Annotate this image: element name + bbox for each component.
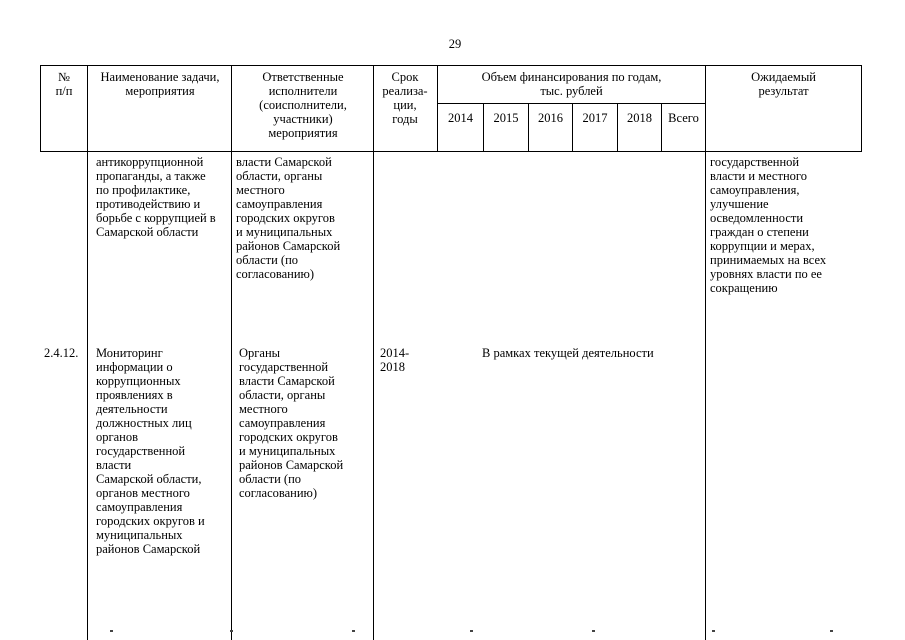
header-year: 2018 xyxy=(627,111,652,125)
scan-mark xyxy=(470,630,473,632)
col-line-task-resp xyxy=(231,65,232,640)
row-responsible: власти Самарской области, органы местного самоуправления городских округов и муниципальных районов Самарской области (по согласованию) xyxy=(236,155,341,281)
header-year: 2015 xyxy=(493,111,519,125)
header-year: 2016 xyxy=(538,111,563,125)
header-top-border xyxy=(40,65,862,66)
header-year: 2014 xyxy=(448,111,473,125)
header-term: Срок реализа- ции, годы xyxy=(382,70,428,126)
header-task: Наименование задачи, мероприятия xyxy=(100,70,220,98)
row-result: государственной власти и местного самоуправления, улучшение осведомленности граждан о степени коррупции и мерах, принимаемых на всех уровнях власти по ее сокращению xyxy=(710,155,827,295)
scan-mark xyxy=(352,630,355,632)
header-total: Всего xyxy=(668,111,699,125)
page-number: 29 xyxy=(448,37,462,51)
col-line-resp-term xyxy=(373,65,374,640)
scan-mark xyxy=(230,630,233,632)
row-task: антикоррупционной пропаганды, а также по профилактике, противодействию и борьбе с коррупцией в Самарской области xyxy=(96,155,216,239)
row-responsible: Органы государственной власти Самарской области, органы местного самоуправления городских округов и муниципальных районов Самарской области (по согласованию) xyxy=(239,346,344,500)
header-right-border xyxy=(861,65,862,152)
col-line-fin-result xyxy=(705,65,706,640)
header-result: Ожидаемый результат xyxy=(751,70,816,98)
header-financing: Объем финансирования по годам, тыс. рублей xyxy=(481,70,662,98)
row-number: 2.4.12. xyxy=(44,346,79,360)
col-line-term-fin xyxy=(437,65,438,152)
row-term: 2014- 2018 xyxy=(380,346,410,374)
header-year-divider xyxy=(437,103,705,104)
row-task: Мониторинг информации о коррупционных проявлениях в деятельности должностных лиц органов государственной власти Самарской области, органов местного самоуправления городских округов и муниципальных районов Самарской xyxy=(96,346,205,556)
header-year: 2017 xyxy=(582,111,608,125)
scan-mark xyxy=(712,630,715,632)
scan-mark xyxy=(830,630,833,632)
scan-mark xyxy=(110,630,113,632)
header-responsible: Ответственные исполнители (соисполнители, участники) мероприятия xyxy=(259,70,347,140)
row-financing: В рамках текущей деятельности xyxy=(482,346,654,360)
scan-mark xyxy=(592,630,595,632)
header-num: № п/п xyxy=(55,70,73,98)
header-bottom-border xyxy=(40,151,862,152)
